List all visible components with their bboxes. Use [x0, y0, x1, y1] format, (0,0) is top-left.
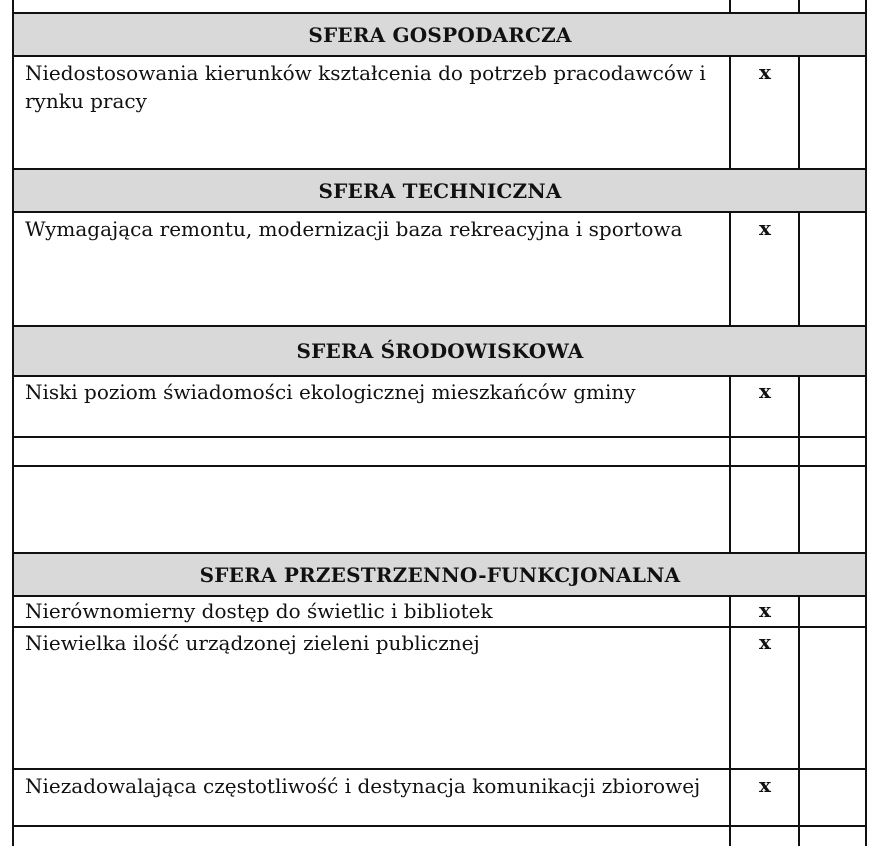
- section-header-srodowiskowa: SFERA ŚRODOWISKOWA: [14, 327, 866, 375]
- row-border: [13, 825, 866, 827]
- row-border: [13, 375, 866, 377]
- row-description: Nierównomierny dostęp do świetlic i bibliotek: [25, 599, 493, 623]
- row-description: Niewielka ilość urządzonej zieleni publicznej: [25, 631, 480, 655]
- row-border: [13, 465, 866, 467]
- row-mark: x: [759, 60, 771, 84]
- row-border: [13, 325, 866, 327]
- row-description: Niedostosowania kierunków kształcenia do potrzeb pracodawców i rynku pracy: [25, 61, 706, 113]
- row-border: [13, 436, 866, 438]
- row-description: Wymagająca remontu, modernizacji baza rekreacyjna i sportowa: [25, 217, 683, 241]
- row-border: [13, 168, 866, 170]
- row-border: [13, 55, 866, 57]
- row-mark: x: [759, 216, 771, 240]
- column-divider: [729, 0, 731, 14]
- row-description: Niezadowalająca częstotliwość i destynacja komunikacji zbiorowej: [25, 774, 701, 798]
- row-border: [13, 552, 866, 554]
- row-border: [13, 768, 866, 770]
- table-right-border: [865, 0, 867, 846]
- section-header-techniczna: SFERA TECHNICZNA: [14, 170, 866, 211]
- row-description: Niski poziom świadomości ekologicznej mieszkańców gminy: [25, 380, 636, 404]
- row-mark: x: [759, 598, 771, 622]
- section-header-przestrzenno-funkcjonalna: SFERA PRZESTRZENNO-FUNKCJONALNA: [14, 554, 866, 595]
- row-mark: x: [759, 773, 771, 797]
- row-mark: x: [759, 379, 771, 403]
- row-border: [13, 211, 866, 213]
- row-mark: x: [759, 630, 771, 654]
- row-border: [13, 12, 866, 14]
- table-left-border: [12, 0, 14, 846]
- row-border: [13, 626, 866, 628]
- section-header-gospodarcza: SFERA GOSPODARCZA: [14, 14, 866, 55]
- column-divider: [798, 0, 800, 14]
